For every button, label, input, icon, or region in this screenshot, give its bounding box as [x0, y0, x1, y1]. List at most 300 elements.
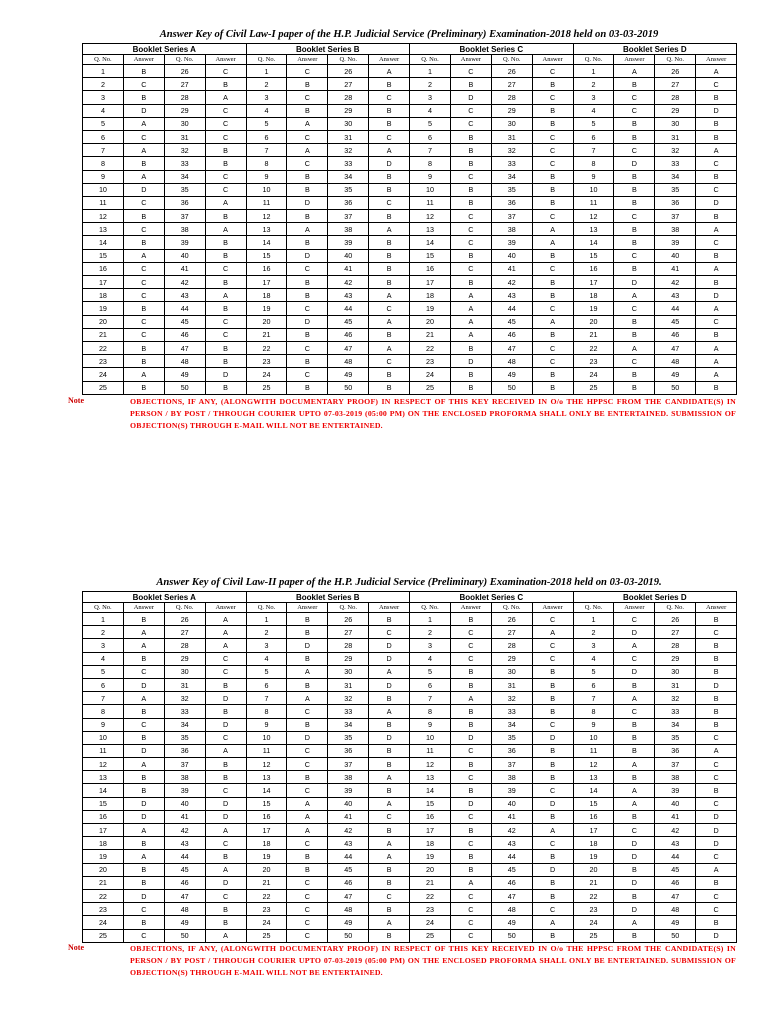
question-number: 40: [655, 797, 696, 810]
answer-cell: B: [369, 262, 410, 275]
booklet-series-header: Booklet Series D: [573, 44, 737, 55]
answer-cell: B: [450, 144, 491, 157]
question-number: 35: [164, 731, 205, 744]
question-number: 34: [655, 718, 696, 731]
answer-cell: B: [123, 91, 164, 104]
question-number: 13: [246, 223, 287, 236]
answer-cell: A: [287, 665, 328, 678]
answer-cell: C: [123, 289, 164, 302]
answer-cell: B: [450, 758, 491, 771]
answer-cell: C: [532, 639, 573, 652]
table-row: [83, 771, 737, 784]
column-header: Answer: [369, 55, 410, 65]
question-number: 12: [83, 758, 124, 771]
answer-cell: C: [205, 328, 246, 341]
answer-cell: B: [123, 876, 164, 889]
answer-cell: B: [287, 328, 328, 341]
question-number: 18: [246, 289, 287, 302]
answer-cell: B: [369, 210, 410, 223]
answer-cell: B: [205, 355, 246, 368]
question-number: 33: [164, 705, 205, 718]
question-number: 21: [246, 328, 287, 341]
answer-cell: B: [696, 876, 737, 889]
answer-cell: B: [532, 889, 573, 902]
answer-cell: C: [696, 236, 737, 249]
column-header: Answer: [123, 55, 164, 65]
table-row: [83, 731, 737, 744]
question-number: 27: [491, 626, 532, 639]
answer-cell: C: [450, 810, 491, 823]
answer-cell: A: [205, 824, 246, 837]
column-header: Answer: [123, 603, 164, 613]
question-number: 39: [655, 784, 696, 797]
question-number: 45: [655, 863, 696, 876]
answer-cell: D: [696, 104, 737, 117]
question-number: 34: [328, 718, 369, 731]
table-row: [83, 368, 737, 381]
question-number: 41: [164, 810, 205, 823]
question-number: 44: [655, 302, 696, 315]
question-number: 29: [655, 652, 696, 665]
answer-cell: B: [450, 665, 491, 678]
answer-cell: D: [614, 626, 655, 639]
question-number: 46: [328, 328, 369, 341]
answer-cell: A: [123, 626, 164, 639]
question-number: 12: [83, 210, 124, 223]
question-number: 3: [83, 639, 124, 652]
answer-cell: A: [369, 797, 410, 810]
answer-cell: C: [205, 652, 246, 665]
answer-cell: B: [614, 223, 655, 236]
answer-cell: C: [123, 665, 164, 678]
question-number: 50: [655, 381, 696, 394]
question-number: 29: [328, 104, 369, 117]
column-header: Q. No.: [655, 603, 696, 613]
answer-cell: A: [369, 850, 410, 863]
table-row: [83, 784, 737, 797]
answer-cell: D: [532, 863, 573, 876]
answer-cell: B: [614, 183, 655, 196]
answer-cell: B: [369, 613, 410, 626]
answer-cell: B: [123, 705, 164, 718]
question-number: 17: [246, 276, 287, 289]
question-number: 48: [655, 903, 696, 916]
answer-cell: C: [123, 929, 164, 942]
answer-cell: A: [450, 289, 491, 302]
question-number: 13: [410, 223, 451, 236]
question-number: 11: [83, 196, 124, 209]
question-number: 46: [164, 876, 205, 889]
question-number: 49: [655, 368, 696, 381]
answer-cell: C: [532, 784, 573, 797]
answer-cell: A: [205, 626, 246, 639]
question-number: 5: [246, 665, 287, 678]
question-number: 33: [491, 705, 532, 718]
column-header: Answer: [287, 603, 328, 613]
table-row: [83, 639, 737, 652]
answer-cell: C: [696, 731, 737, 744]
question-number: 42: [328, 276, 369, 289]
table-row: [83, 262, 737, 275]
answer-cell: A: [614, 639, 655, 652]
table-row: [83, 104, 737, 117]
question-number: 16: [573, 810, 614, 823]
question-number: 27: [655, 626, 696, 639]
answer-cell: A: [614, 289, 655, 302]
question-number: 36: [164, 744, 205, 757]
table-row: [83, 876, 737, 889]
answer-cell: B: [614, 117, 655, 130]
answer-cell: D: [696, 678, 737, 691]
question-number: 22: [246, 889, 287, 902]
answer-cell: C: [205, 731, 246, 744]
question-number: 22: [573, 889, 614, 902]
question-number: 31: [655, 678, 696, 691]
question-number: 45: [491, 315, 532, 328]
question-number: 39: [164, 236, 205, 249]
question-number: 38: [164, 223, 205, 236]
question-number: 35: [655, 183, 696, 196]
answer-cell: A: [123, 249, 164, 262]
answer-cell: A: [614, 797, 655, 810]
question-number: 1: [573, 65, 614, 78]
answer-cell: B: [696, 639, 737, 652]
question-number: 11: [83, 744, 124, 757]
question-number: 4: [246, 104, 287, 117]
answer-cell: B: [287, 183, 328, 196]
question-number: 15: [83, 797, 124, 810]
question-number: 20: [410, 863, 451, 876]
answer-cell: C: [287, 705, 328, 718]
column-header: Answer: [287, 55, 328, 65]
question-number: 22: [410, 889, 451, 902]
answer-cell: C: [696, 626, 737, 639]
table-row: [83, 223, 737, 236]
answer-cell: B: [696, 249, 737, 262]
question-number: 7: [410, 144, 451, 157]
column-header: Answer: [205, 603, 246, 613]
answer-cell: B: [205, 678, 246, 691]
question-number: 16: [246, 262, 287, 275]
question-number: 16: [573, 262, 614, 275]
question-number: 24: [573, 368, 614, 381]
column-header: Answer: [450, 603, 491, 613]
answer-cell: C: [369, 810, 410, 823]
answer-cell: B: [614, 130, 655, 143]
question-number: 14: [83, 236, 124, 249]
column-header: Answer: [696, 603, 737, 613]
table-row: [83, 613, 737, 626]
question-number: 3: [410, 639, 451, 652]
booklet-series-header: Booklet Series C: [410, 44, 574, 55]
answer-cell: D: [205, 876, 246, 889]
answer-cell: D: [369, 731, 410, 744]
answer-cell: B: [696, 692, 737, 705]
question-number: 26: [491, 65, 532, 78]
table-row: [83, 652, 737, 665]
answer-cell: B: [369, 758, 410, 771]
answer-cell: C: [532, 837, 573, 850]
question-number: 39: [491, 784, 532, 797]
answer-cell: B: [123, 236, 164, 249]
note-label: Note: [68, 942, 84, 952]
question-number: 2: [410, 78, 451, 91]
question-number: 32: [328, 144, 369, 157]
answer-cell: C: [450, 771, 491, 784]
question-number: 25: [410, 381, 451, 394]
question-number: 50: [491, 929, 532, 942]
question-number: 41: [655, 262, 696, 275]
question-number: 38: [491, 771, 532, 784]
answer-cell: B: [369, 692, 410, 705]
answer-cell: B: [450, 678, 491, 691]
answer-cell: A: [287, 117, 328, 130]
answer-cell: B: [614, 744, 655, 757]
answer-cell: B: [532, 170, 573, 183]
question-number: 42: [164, 276, 205, 289]
question-number: 28: [328, 91, 369, 104]
answer-cell: C: [696, 315, 737, 328]
column-header: Q. No.: [164, 55, 205, 65]
answer-cell: C: [450, 104, 491, 117]
column-header: Answer: [369, 603, 410, 613]
answer-cell: A: [123, 368, 164, 381]
answer-cell: B: [123, 837, 164, 850]
answer-cell: D: [696, 289, 737, 302]
question-number: 49: [164, 368, 205, 381]
question-number: 16: [410, 810, 451, 823]
answer-cell: B: [205, 771, 246, 784]
answer-cell: B: [696, 117, 737, 130]
answer-cell: A: [614, 758, 655, 771]
question-number: 35: [328, 183, 369, 196]
question-number: 21: [83, 328, 124, 341]
question-number: 8: [573, 705, 614, 718]
answer-cell: B: [614, 236, 655, 249]
answer-cell: D: [123, 889, 164, 902]
question-number: 23: [410, 903, 451, 916]
question-number: 28: [655, 91, 696, 104]
answer-cell: B: [532, 678, 573, 691]
answer-cell: D: [123, 104, 164, 117]
question-number: 8: [246, 157, 287, 170]
question-number: 49: [491, 916, 532, 929]
answer-cell: C: [205, 130, 246, 143]
answer-cell: C: [532, 65, 573, 78]
answer-cell: C: [369, 196, 410, 209]
answer-cell: D: [450, 731, 491, 744]
answer-cell: C: [532, 91, 573, 104]
question-number: 35: [328, 731, 369, 744]
answer-cell: C: [450, 236, 491, 249]
table-row: [83, 850, 737, 863]
question-number: 20: [246, 863, 287, 876]
question-number: 10: [83, 183, 124, 196]
answer-cell: B: [614, 863, 655, 876]
table-row: [83, 236, 737, 249]
question-number: 7: [573, 692, 614, 705]
question-number: 47: [491, 341, 532, 354]
question-number: 46: [491, 876, 532, 889]
answer-cell: D: [205, 718, 246, 731]
question-number: 5: [573, 117, 614, 130]
question-number: 22: [246, 341, 287, 354]
question-number: 6: [410, 678, 451, 691]
question-number: 29: [491, 652, 532, 665]
question-number: 31: [328, 130, 369, 143]
question-number: 42: [491, 824, 532, 837]
question-number: 23: [246, 903, 287, 916]
question-number: 48: [328, 903, 369, 916]
question-number: 39: [328, 784, 369, 797]
answer-cell: B: [450, 824, 491, 837]
answer-cell: B: [614, 328, 655, 341]
answer-cell: B: [532, 117, 573, 130]
question-number: 43: [491, 837, 532, 850]
answer-cell: C: [123, 223, 164, 236]
answer-cell: C: [123, 718, 164, 731]
answer-cell: A: [123, 850, 164, 863]
answer-cell: D: [205, 692, 246, 705]
answer-cell: A: [532, 236, 573, 249]
question-number: 24: [573, 916, 614, 929]
question-number: 44: [164, 850, 205, 863]
question-number: 8: [83, 705, 124, 718]
question-number: 40: [491, 249, 532, 262]
answer-cell: A: [369, 771, 410, 784]
question-number: 42: [328, 824, 369, 837]
question-number: 41: [328, 262, 369, 275]
table-row: [83, 744, 737, 757]
question-number: 48: [328, 355, 369, 368]
question-number: 33: [328, 705, 369, 718]
question-number: 9: [410, 170, 451, 183]
question-number: 23: [410, 355, 451, 368]
question-number: 12: [246, 758, 287, 771]
answer-cell: C: [287, 889, 328, 902]
answer-cell: C: [123, 196, 164, 209]
column-header: Answer: [614, 55, 655, 65]
answer-cell: C: [450, 744, 491, 757]
answer-cell: B: [450, 381, 491, 394]
answer-cell: B: [123, 613, 164, 626]
answer-cell: C: [123, 78, 164, 91]
question-number: 17: [410, 824, 451, 837]
question-number: 5: [410, 117, 451, 130]
booklet-series-header: Booklet Series A: [83, 44, 247, 55]
question-number: 50: [655, 929, 696, 942]
answer-cell: A: [450, 328, 491, 341]
answer-cell: D: [287, 249, 328, 262]
question-number: 50: [164, 929, 205, 942]
question-number: 2: [573, 78, 614, 91]
question-number: 1: [246, 613, 287, 626]
answer-cell: A: [205, 744, 246, 757]
question-number: 11: [410, 744, 451, 757]
answer-cell: A: [205, 196, 246, 209]
answer-cell: A: [696, 262, 737, 275]
answer-cell: D: [696, 929, 737, 942]
answer-cell: B: [614, 381, 655, 394]
answer-cell: B: [369, 183, 410, 196]
question-number: 49: [164, 916, 205, 929]
question-number: 49: [328, 916, 369, 929]
answer-cell: A: [369, 65, 410, 78]
question-number: 11: [410, 196, 451, 209]
question-number: 2: [246, 626, 287, 639]
question-number: 32: [164, 144, 205, 157]
question-number: 1: [83, 65, 124, 78]
question-number: 28: [328, 639, 369, 652]
table-row: [83, 692, 737, 705]
question-number: 30: [655, 117, 696, 130]
answer-cell: B: [369, 170, 410, 183]
question-number: 44: [491, 302, 532, 315]
question-number: 46: [655, 328, 696, 341]
question-number: 25: [410, 929, 451, 942]
answer-cell: B: [287, 236, 328, 249]
answer-cell: B: [450, 613, 491, 626]
answer-cell: B: [450, 718, 491, 731]
question-number: 47: [491, 889, 532, 902]
answer-cell: B: [123, 381, 164, 394]
answer-cell: B: [287, 78, 328, 91]
answer-cell: B: [205, 249, 246, 262]
answer-cell: C: [532, 157, 573, 170]
table-row: [83, 929, 737, 942]
answer-cell: A: [696, 863, 737, 876]
question-number: 38: [164, 771, 205, 784]
question-number: 16: [83, 262, 124, 275]
answer-cell: C: [532, 262, 573, 275]
answer-cell: C: [287, 130, 328, 143]
answer-cell: B: [123, 863, 164, 876]
answer-cell: B: [696, 718, 737, 731]
answer-cell: B: [369, 381, 410, 394]
question-number: 15: [573, 249, 614, 262]
column-header: Answer: [532, 603, 573, 613]
question-number: 28: [164, 639, 205, 652]
question-number: 11: [246, 744, 287, 757]
answer-cell: C: [123, 276, 164, 289]
question-number: 49: [328, 368, 369, 381]
answer-cell: B: [369, 249, 410, 262]
answer-cell: B: [532, 368, 573, 381]
question-number: 45: [328, 315, 369, 328]
table-row: [83, 91, 737, 104]
question-number: 37: [328, 210, 369, 223]
answer-cell: B: [369, 784, 410, 797]
answer-cell: B: [532, 381, 573, 394]
question-number: 32: [655, 692, 696, 705]
table-row: [83, 78, 737, 91]
answer-cell: A: [450, 692, 491, 705]
question-number: 33: [164, 157, 205, 170]
question-number: 38: [328, 223, 369, 236]
answer-cell: B: [614, 810, 655, 823]
question-number: 48: [655, 355, 696, 368]
table-row: [83, 183, 737, 196]
question-number: 4: [83, 652, 124, 665]
answer-cell: A: [287, 223, 328, 236]
question-number: 12: [410, 210, 451, 223]
question-number: 45: [655, 315, 696, 328]
answer-cell: A: [369, 341, 410, 354]
question-number: 47: [328, 341, 369, 354]
answer-cell: A: [696, 355, 737, 368]
answer-cell: C: [205, 784, 246, 797]
answer-cell: A: [205, 639, 246, 652]
